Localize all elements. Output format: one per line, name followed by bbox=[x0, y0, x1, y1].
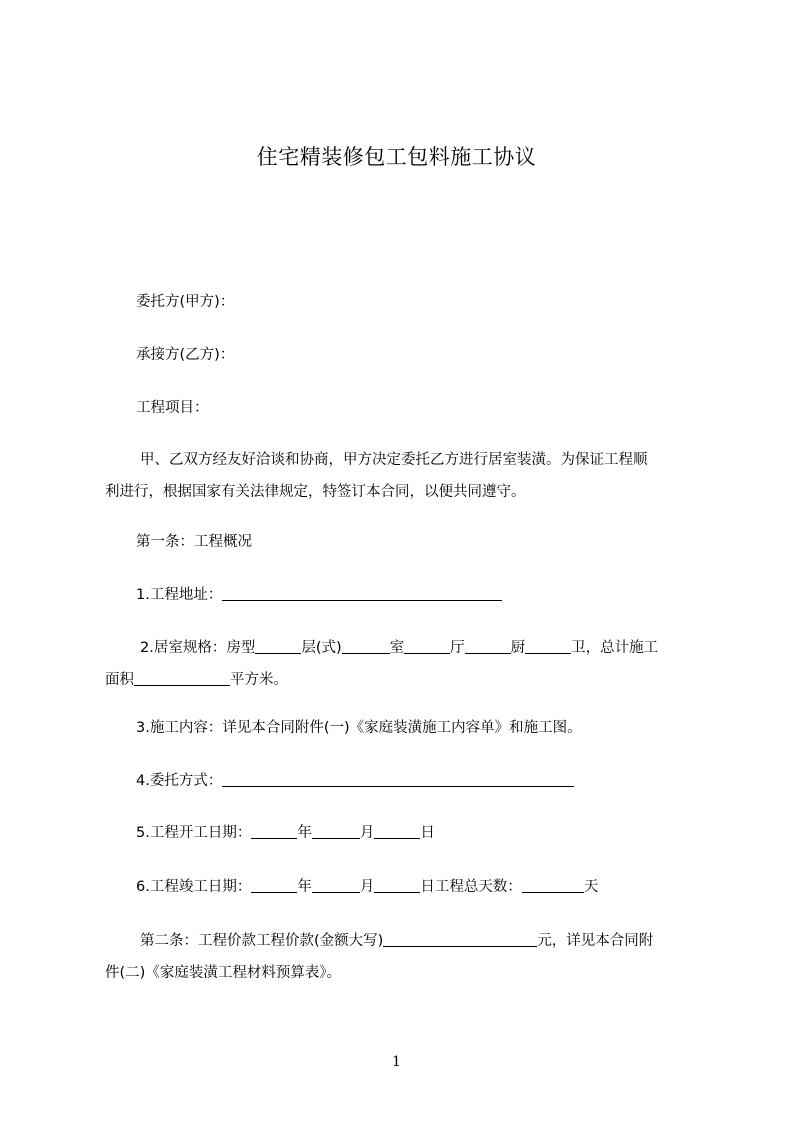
item-2-shi: 室 bbox=[389, 640, 405, 656]
party-b-line bbox=[105, 339, 734, 371]
start-day-blank bbox=[374, 824, 420, 839]
item-2-paragraph bbox=[105, 632, 703, 696]
item-2-ceng: 层(式) bbox=[301, 640, 342, 656]
project-label: 工程项目： bbox=[136, 400, 209, 416]
item-6-line bbox=[105, 871, 734, 903]
start-day-label: 日 bbox=[420, 825, 435, 841]
preamble-line-1: 甲、乙双方经友好洽谈和协商，甲方决定委托乙方进行居室装潢。为保证工程顺 bbox=[140, 452, 648, 468]
start-year-blank bbox=[251, 824, 297, 839]
party-a-label: 委托方(甲方)： bbox=[136, 294, 235, 310]
start-month-blank bbox=[312, 824, 360, 839]
item-6-label: 6.工程竣工日期： bbox=[136, 879, 252, 895]
item-1-line bbox=[105, 579, 734, 611]
item-1-label: 1.工程地址： bbox=[136, 587, 223, 603]
start-year-label: 年 bbox=[297, 825, 312, 841]
document-title: 住宅精装修包工包料施工协议 bbox=[256, 145, 537, 169]
item-2-line2-suffix: 平方米。 bbox=[230, 672, 288, 688]
shi-blank bbox=[342, 639, 390, 654]
preamble-line-2: 利进行，根据国家有关法律规定，特签订本合同，以便共同遵守。 bbox=[105, 484, 526, 500]
party-a-line bbox=[105, 286, 734, 318]
end-year-label: 年 bbox=[297, 879, 312, 895]
article-2-line-2: 件(二)《家庭装潢工程材料预算表》。 bbox=[105, 965, 342, 981]
end-month-blank bbox=[312, 878, 360, 893]
item-5-label: 5.工程开工日期： bbox=[136, 825, 252, 841]
article-2-prefix: 第二条：工程价款工程价款(金额大写) bbox=[140, 933, 384, 949]
preamble-paragraph bbox=[105, 444, 703, 508]
end-year-blank bbox=[251, 878, 297, 893]
wei-blank bbox=[525, 639, 571, 654]
end-day-blank bbox=[374, 878, 420, 893]
chu-blank bbox=[465, 639, 511, 654]
article-2-suffix: 元，详见本合同附 bbox=[537, 933, 654, 949]
price-blank bbox=[383, 932, 537, 947]
article-1-heading: 第一条：工程概况 bbox=[136, 534, 252, 550]
item-6-total-days-label: 日工程总天数： bbox=[420, 879, 522, 895]
item-4-line bbox=[105, 765, 734, 797]
item-4-label: 4.委托方式： bbox=[136, 773, 223, 789]
area-blank bbox=[134, 671, 230, 686]
item-2-line2-prefix: 面积 bbox=[105, 672, 134, 688]
ting-blank bbox=[404, 639, 450, 654]
start-month-label: 月 bbox=[359, 825, 375, 841]
method-blank bbox=[222, 772, 574, 787]
end-month-label: 月 bbox=[359, 879, 375, 895]
project-line bbox=[105, 392, 734, 424]
page-number: 1 bbox=[392, 1054, 401, 1070]
party-b-label: 承接方(乙方)： bbox=[136, 347, 235, 363]
item-6-days-unit: 天 bbox=[583, 879, 599, 895]
article-2-paragraph bbox=[105, 925, 703, 989]
item-2-prefix: 2.居室规格：房型 bbox=[140, 640, 256, 656]
item-2-line-1 bbox=[105, 632, 703, 664]
item-2-line-2 bbox=[105, 664, 703, 696]
article-2-line-1 bbox=[105, 925, 703, 957]
total-days-blank bbox=[522, 878, 584, 893]
item-2-ting: 厅 bbox=[450, 640, 465, 656]
item-2-chu: 厨 bbox=[510, 640, 526, 656]
item-2-wei: 卫，总计施工 bbox=[571, 640, 659, 656]
item-3-line: 3.施工内容：详见本合同附件(一)《家庭装潢施工内容单》和施工图。 bbox=[136, 720, 582, 736]
address-blank bbox=[222, 586, 502, 601]
ceng-blank bbox=[255, 639, 301, 654]
item-5-line bbox=[105, 817, 734, 849]
